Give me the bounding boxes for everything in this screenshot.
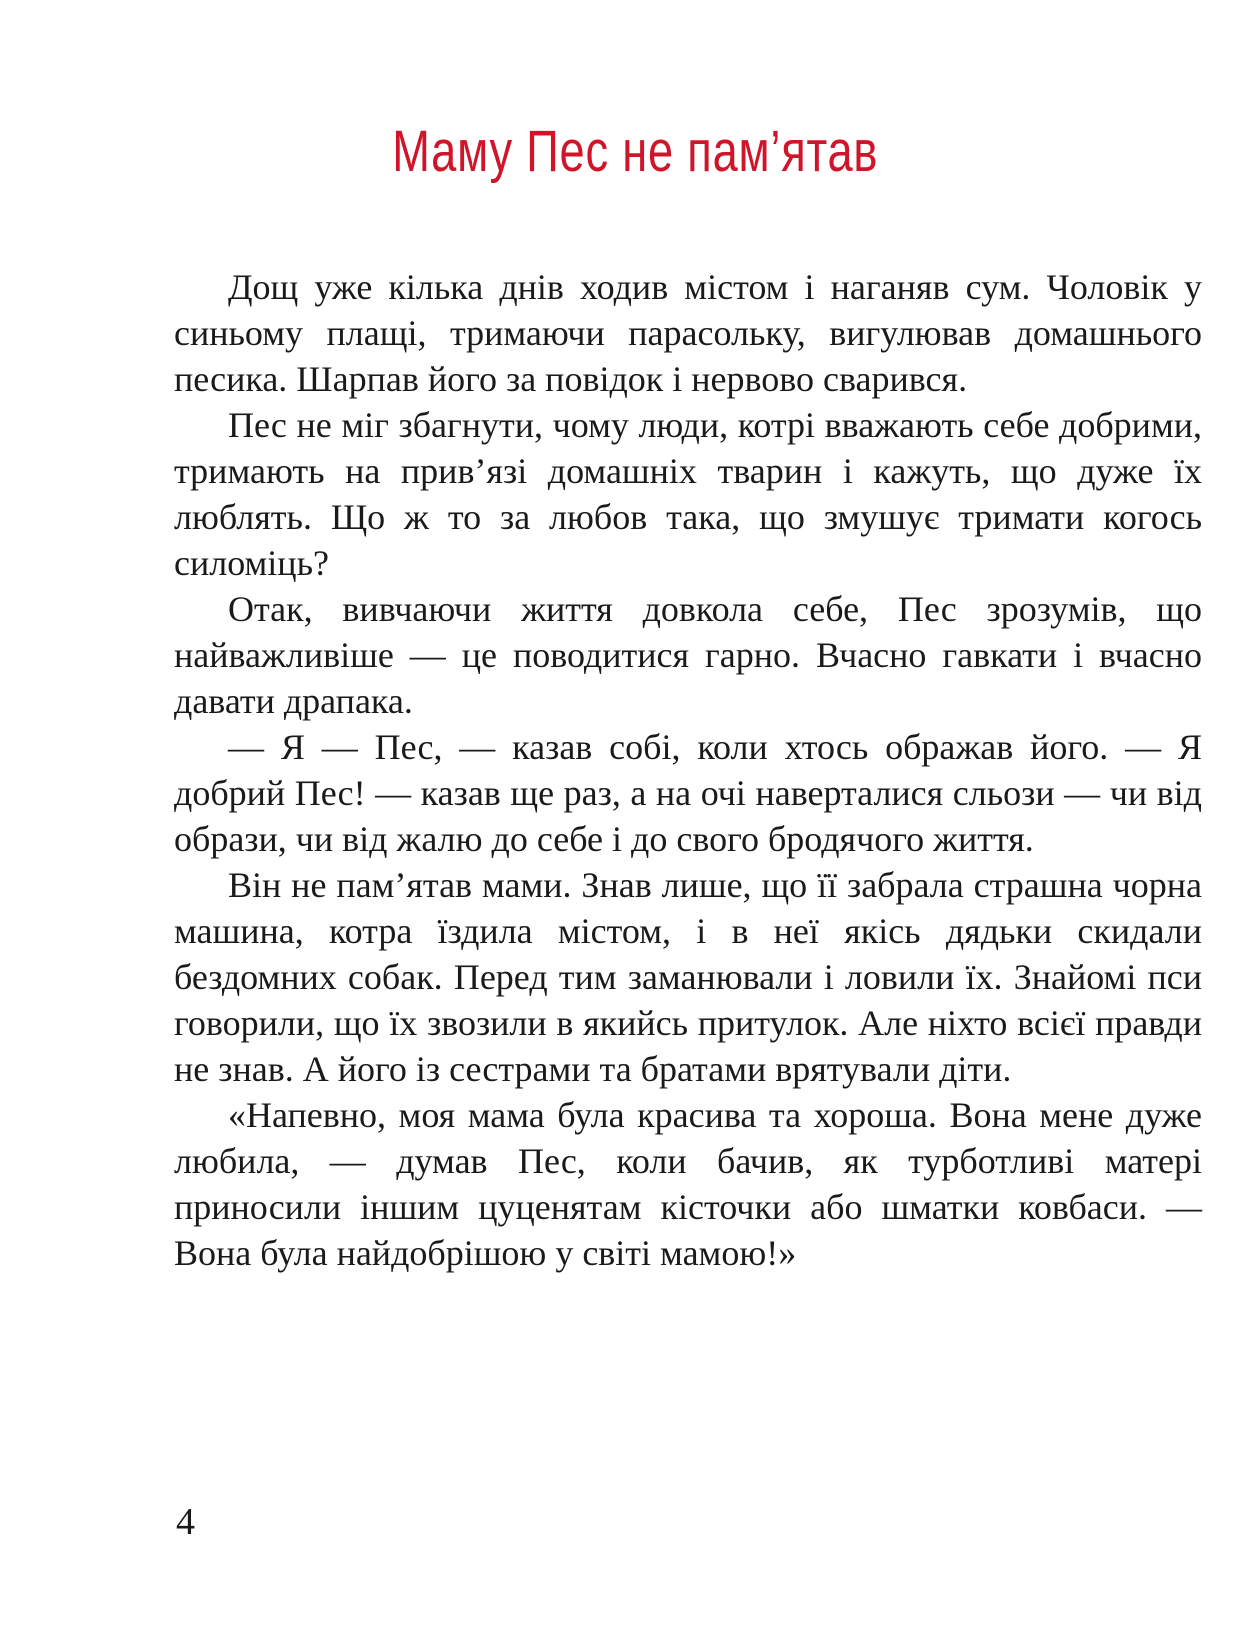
paragraph: «Напевно, моя мама була красива та хороша. Вона мене дуже любила, — думав Пес, коли бачив, як турботливі матері приносили іншим цуценятам кісточки або шматки ковбаси. — Вона була найдобрішою у світі мамою!» xyxy=(174,1095,1202,1273)
paragraph: Дощ уже кілька днів ходив містом і наганяв сум. Чоловік у синьому плащі, тримаючи парасольку, вигулював домашнього песика. Шарпав його за повідок і нервово сварився. xyxy=(174,267,1202,399)
paragraph: — Я — Пес, — казав собі, коли хтось ображав його. — Я добрий Пес! — казав ще раз, а на очі наверталися сльози — чи від образи, чи від жалю до себе і до свого бродячого життя. xyxy=(174,727,1202,859)
chapter-title: Маму Пес не пам’ятав xyxy=(392,119,879,184)
page-number: 4 xyxy=(176,1501,195,1543)
paragraph: Отак, вивчаючи життя довкола себе, Пес зрозумів, що найважливіше — це поводитися гарно. Вчасно гавкати і вчасно давати драпака. xyxy=(174,589,1202,721)
paragraph: Він не пам’ятав мами. Знав лише, що її забрала страшна чорна машина, котра їздила містом, і в неї якісь дядьки скидали бездомних собак. Перед тим заманювали і ловили їх. Знайомі пси говорили, що їх звозили в якийсь притулок. Але ніхто всієї правди не знав. А його із сестрами та братами врятували діти. xyxy=(174,865,1202,1089)
paragraph: Пес не міг збагнути, чому люди, котрі вважають себе добрими, тримають на прив’язі домашніх тварин і кажуть, що дуже їх люблять. Що ж то за любов така, що змушує тримати когось силоміць? xyxy=(174,405,1202,583)
chapter-body xyxy=(174,264,1202,1276)
